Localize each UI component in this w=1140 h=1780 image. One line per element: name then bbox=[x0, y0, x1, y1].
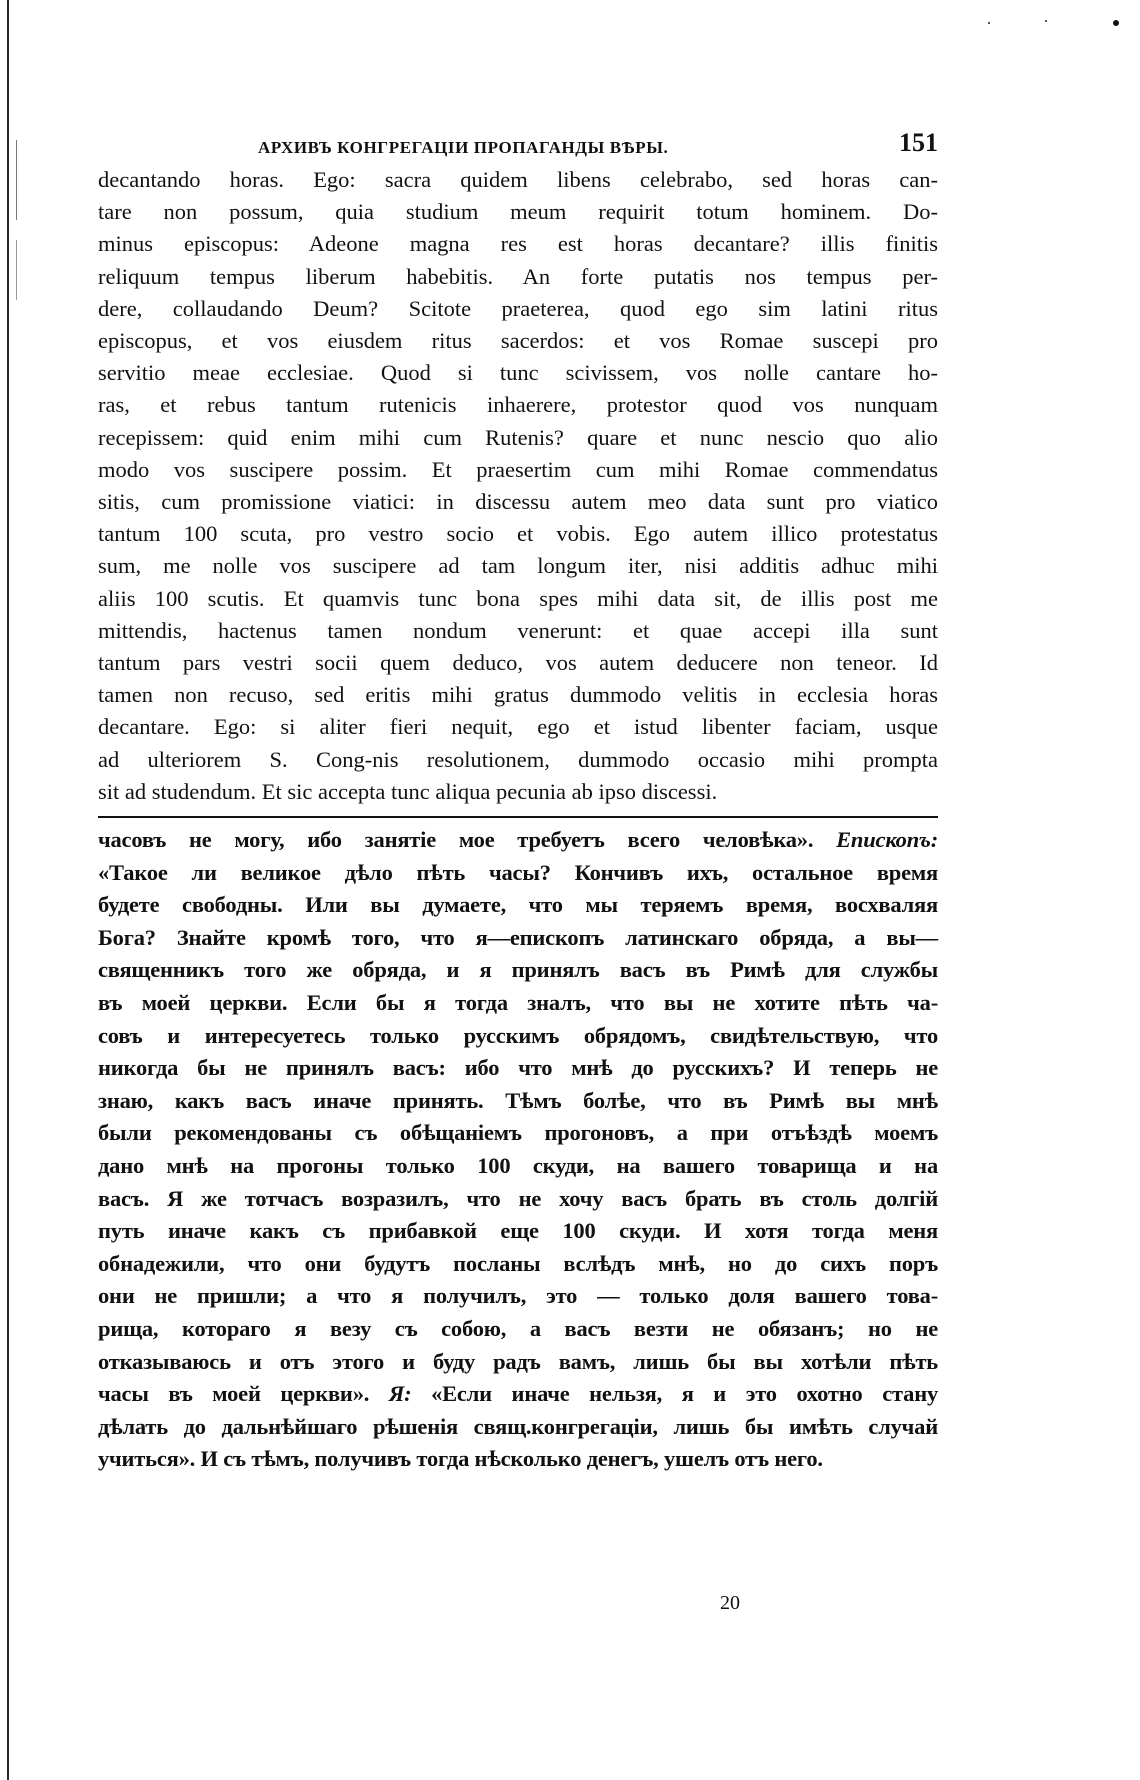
russian-line bbox=[98, 1020, 938, 1053]
latin-line: aliis 100 scutis. Et quamvis tunc bona spes mihi data sit, de illis post me bbox=[98, 585, 938, 611]
latin-line: ras, et rebus tantum rutenicis inhaerere, protestor quod vos nunquam bbox=[98, 392, 938, 418]
latin-line: decantando horas. Ego: sacra quidem libens celebrabo, sed horas can- bbox=[98, 167, 938, 192]
russian-line bbox=[98, 987, 938, 1020]
russian-line bbox=[98, 1411, 938, 1444]
latin-line: minus episcopus: Adeone magna res est horas decantare? illis finitis bbox=[98, 231, 938, 257]
latin-line: tare non possum, quia studium meum requirit totum hominem. Do- bbox=[98, 199, 938, 225]
russian-line bbox=[98, 1313, 938, 1346]
russian-line-text: «Если иначе нельзя, я и это охотно стану bbox=[411, 1381, 939, 1407]
russian-line-text: «Такое ли великое дѣло пѣть часы? Кончивъ ихъ, остальное время bbox=[98, 859, 938, 885]
russian-line bbox=[98, 1150, 938, 1183]
russian-line-text: дѣлать до дальнѣйшаго рѣшенія свящ.конгрегаціи, лишь бы имѣть случай bbox=[98, 1413, 938, 1439]
russian-line bbox=[98, 1085, 938, 1118]
russian-line-text: въ моей церкви. Если бы я тогда зналъ, что вы не хотите пѣть ча- bbox=[98, 990, 938, 1016]
russian-line-text: были рекомендованы съ обѣщаніемъ прогоновъ, а при отъѣздѣ моемъ bbox=[98, 1120, 938, 1146]
russian-line bbox=[98, 1117, 938, 1150]
latin-line: episcopus, et vos eiusdem ritus sacerdos: et vos Romae suscepi pro bbox=[98, 328, 938, 354]
russian-line-text: они не пришли; а что я получилъ, это — только доля вашего това- bbox=[98, 1283, 938, 1309]
scan-border-mark bbox=[16, 240, 17, 300]
russian-line-text: знаю, какъ васъ иначе принять. Тѣмъ болѣе, что въ Римѣ вы мнѣ bbox=[98, 1087, 938, 1113]
russian-line-text: совъ и интересуетесь только русскимъ обрядомъ, свидѣтельствую, что bbox=[98, 1022, 938, 1048]
speaker-label: Епископъ: bbox=[836, 827, 938, 853]
russian-line bbox=[98, 1215, 938, 1248]
latin-line: tantum 100 scuta, pro vestro socio et vobis. Ego autem illico protestatus bbox=[98, 521, 938, 547]
latin-line: decantare. Ego: si aliter fieri nequit, ego et istud libenter faciam, usque bbox=[98, 714, 938, 740]
russian-line bbox=[98, 922, 938, 955]
russian-line bbox=[98, 1443, 938, 1476]
scan-speck bbox=[988, 22, 990, 24]
russian-line bbox=[98, 824, 938, 857]
latin-line: ad ulteriorem S. Cong-nis resolutionem, dummodo occasio mihi prompta bbox=[98, 746, 938, 772]
running-title: АРХИВЪ КОНГРЕГАЦІИ ПРОПАГАНДЫ ВѢРЫ. bbox=[258, 138, 669, 157]
book-page bbox=[98, 124, 938, 1476]
russian-line bbox=[98, 1183, 938, 1216]
latin-line: reliquum tempus liberum habebitis. An forte putatis nos tempus per- bbox=[98, 263, 938, 289]
footnote-divider bbox=[98, 816, 938, 818]
russian-line-text: священникъ того же обряда, и я принялъ васъ въ Римѣ для службы bbox=[98, 957, 938, 983]
latin-text-block bbox=[98, 164, 938, 808]
latin-line: tamen non recuso, sed eritis mihi gratus dummodo velitis in ecclesia horas bbox=[98, 682, 938, 708]
russian-line bbox=[98, 889, 938, 922]
scan-speck bbox=[1113, 20, 1119, 26]
russian-line-text: часы въ моей церкви». bbox=[98, 1381, 389, 1407]
russian-line bbox=[98, 1248, 938, 1281]
russian-line-text: часовъ не могу, ибо занятіе мое требуетъ всего человѣка». bbox=[98, 827, 837, 853]
russian-line bbox=[98, 857, 938, 890]
latin-line: mittendis, hactenus tamen nondum venerunt: et quae accepi illa sunt bbox=[98, 617, 938, 643]
scan-border-line bbox=[7, 0, 9, 1780]
russian-line-text: путь иначе какъ съ прибавкой еще 100 скуди. И хотя тогда меня bbox=[98, 1218, 938, 1244]
page-number: 151 bbox=[899, 128, 938, 157]
running-head bbox=[98, 124, 938, 164]
russian-line-text: рища, котораго я везу съ собою, а васъ везти не обязанъ; но не bbox=[98, 1315, 938, 1341]
latin-line: servitio meae ecclesiae. Quod si tunc scivissem, vos nolle cantare ho- bbox=[98, 360, 938, 386]
speaker-label: Я: bbox=[388, 1381, 412, 1407]
scan-border-mark bbox=[16, 140, 17, 220]
russian-line bbox=[98, 954, 938, 987]
russian-line bbox=[98, 1346, 938, 1379]
scan-speck bbox=[1045, 20, 1047, 22]
russian-line-text: будете свободны. Или вы думаете, что мы теряемъ время, восхваляя bbox=[98, 892, 938, 918]
russian-line-text: учиться». И съ тѣмъ, получивъ тогда нѣсколько денегъ, ушелъ отъ него. bbox=[98, 1446, 823, 1472]
latin-line: recepissem: quid enim mihi cum Rutenis? quare et nunc nescio quo alio bbox=[98, 424, 938, 450]
russian-line-text: никогда бы не принялъ васъ: ибо что мнѣ до русскихъ? И теперь не bbox=[98, 1055, 938, 1081]
russian-line-text: Бога? Знайте кромѣ того, что я—епископъ латинскаго обряда, а вы— bbox=[98, 924, 938, 950]
russian-translation-block bbox=[98, 824, 938, 1476]
russian-line-text: обнадежили, что они будутъ посланы вслѣдъ мнѣ, но до сихъ поръ bbox=[98, 1250, 938, 1276]
latin-line: tantum pars vestri socii quem deduco, vos autem deducere non teneor. Id bbox=[98, 650, 938, 676]
russian-line-text: отказываюсь и отъ этого и буду радъ вамъ, лишь бы вы хотѣли пѣть bbox=[98, 1348, 938, 1374]
latin-line: sitis, cum promissione viatici: in discessu autem meo data sunt pro viatico bbox=[98, 489, 938, 515]
russian-line bbox=[98, 1378, 938, 1411]
latin-line: dere, collaudando Deum? Scitote praeterea, quod ego sim latini ritus bbox=[98, 295, 938, 321]
russian-line-text: дано мнѣ на прогоны только 100 скуди, на вашего товарища и на bbox=[98, 1153, 938, 1178]
russian-line bbox=[98, 1052, 938, 1085]
signature-mark: 20 bbox=[720, 1592, 740, 1614]
latin-line: modo vos suscipere possim. Et praesertim cum mihi Romae commendatus bbox=[98, 456, 938, 482]
latin-line: sum, me nolle vos suscipere ad tam longum iter, nisi additis adhuc mihi bbox=[98, 553, 938, 579]
russian-line-text: васъ. Я же тотчасъ возразилъ, что не хочу васъ брать въ столь долгій bbox=[98, 1185, 938, 1211]
russian-line bbox=[98, 1280, 938, 1313]
latin-line: sit ad studendum. Et sic accepta tunc aliqua pecunia ab ipso discessi. bbox=[98, 778, 718, 804]
